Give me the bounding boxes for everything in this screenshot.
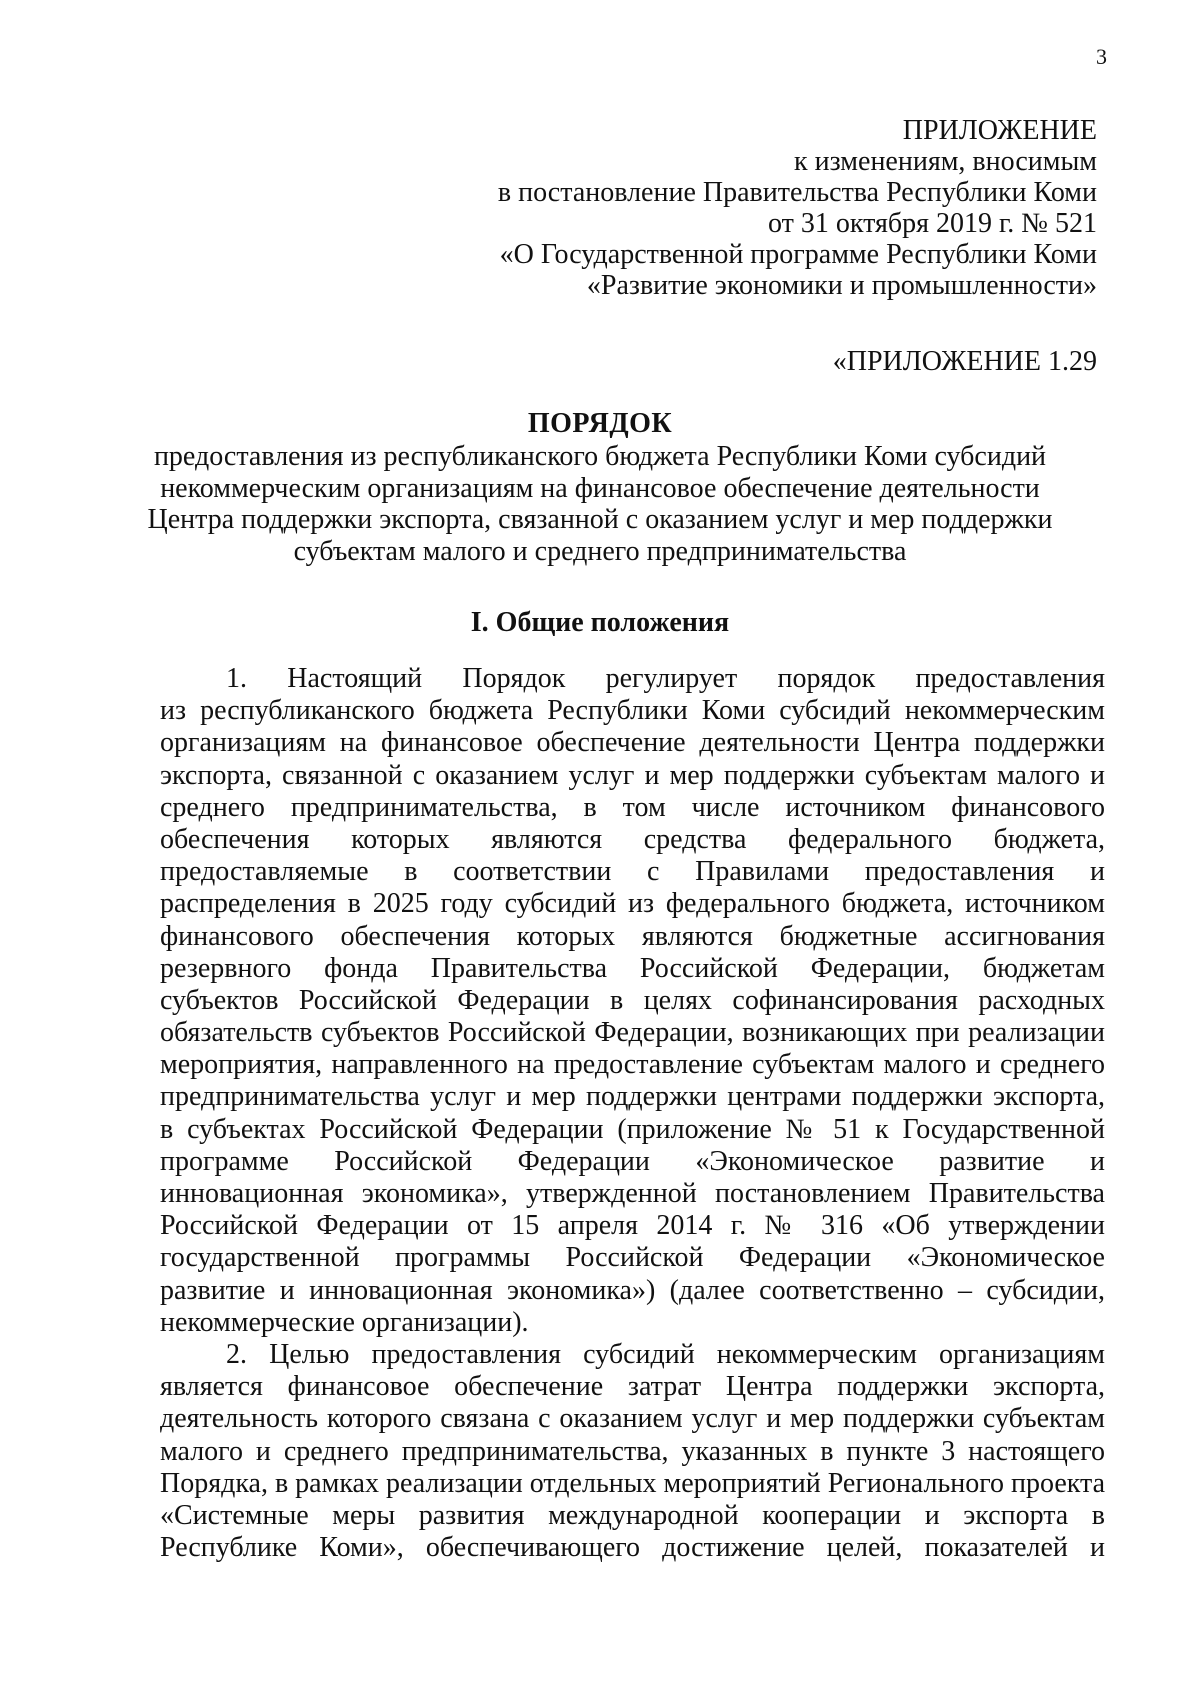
subtitle-line: предоставления из республиканского бюджета Республики Коми субсидий xyxy=(153,441,1047,472)
text-line: 1. Настоящий Порядок регулирует порядок предоставления xyxy=(226,663,1105,694)
text-line: «Системные меры развития международной кооперации и экспорта в xyxy=(160,1499,1105,1531)
text-line: государственной программы Российской Федерации «Экономическое xyxy=(160,1242,1105,1274)
document-body xyxy=(160,663,1105,1564)
header-line: «О Государственной программе Республики Коми xyxy=(499,239,1097,270)
text-line: некоммерческие организации). xyxy=(160,1306,529,1338)
text-line: обеспечения которых являются средства федерального бюджета, xyxy=(160,823,1105,855)
text-line: предпринимательства услуг и мер поддержки центрами поддержки экспорта, xyxy=(160,1081,1105,1113)
text-line: Российской Федерации от 15 апреля 2014 г. № 316 «Об утверждении xyxy=(160,1210,1105,1242)
annex-label: «ПРИЛОЖЕНИЕ 1.29 xyxy=(832,346,1097,377)
paragraph-2 xyxy=(160,1339,1105,1564)
text-line: Республике Коми», обеспечивающего достижение целей, показателей и xyxy=(160,1532,1105,1564)
subtitle-line: некоммерческим организациям на финансовое обеспечение деятельности xyxy=(160,472,1040,504)
paragraph-1 xyxy=(160,663,1105,1339)
header-line: от 31 октября 2019 г. № 521 xyxy=(767,208,1097,239)
text-line: малого и среднего предпринимательства, указанных в пункте 3 настоящего xyxy=(160,1435,1105,1467)
text-line: мероприятия, направленного на предоставление субъектам малого и среднего xyxy=(160,1049,1105,1081)
appendix-header xyxy=(498,115,1097,301)
text-line: среднего предпринимательства, в том числе источником финансового xyxy=(160,791,1105,823)
header-line: ПРИЛОЖЕНИЕ xyxy=(902,115,1097,146)
text-line: резервного фонда Правительства Российской Федерации, бюджетам xyxy=(160,952,1105,984)
text-line: предоставляемые в соответствии с Правилами предоставления и xyxy=(160,856,1105,888)
text-line: Порядка, в рамках реализации отдельных мероприятий Регионального проекта xyxy=(160,1467,1105,1499)
text-line: организациям на финансовое обеспечение деятельности Центра поддержки xyxy=(160,727,1105,759)
text-line: деятельность которого связана с оказанием услуг и мер поддержки субъектам xyxy=(160,1403,1105,1435)
header-line: «Развитие экономики и промышленности» xyxy=(586,270,1097,301)
text-line: распределения в 2025 году субсидий из федерального бюджета, источником xyxy=(160,888,1105,920)
text-line: является финансовое обеспечение затрат Центра поддержки экспорта, xyxy=(160,1371,1105,1403)
text-line: субъектов Российской Федерации в целях софинансирования расходных xyxy=(160,984,1105,1016)
header-line: к изменениям, вносимым xyxy=(794,146,1097,177)
subtitle-line: субъектам малого и среднего предпринимательства xyxy=(293,535,907,567)
text-line: программе Российской Федерации «Экономическое развитие и xyxy=(160,1145,1105,1177)
header-line: в постановление Правительства Республики Коми xyxy=(497,177,1097,208)
page-number: 3 xyxy=(1096,44,1107,69)
text-line: 2. Целью предоставления субсидий некоммерческим организациям xyxy=(226,1338,1105,1370)
document-subtitle xyxy=(0,441,1200,567)
document-title: ПОРЯДОК xyxy=(527,408,673,439)
subtitle-line: Центра поддержки экспорта, связанной с оказанием услуг и мер поддержки xyxy=(147,504,1053,535)
text-line: развитие и инновационная экономика») (далее соответственно – субсидии, xyxy=(160,1274,1105,1306)
text-line: инновационная экономика», утвержденной постановлением Правительства xyxy=(160,1178,1105,1209)
text-line: экспорта, связанной с оказанием услуг и мер поддержки субъектам малого и xyxy=(160,759,1105,791)
text-line: в субъектах Российской Федерации (приложение № 51 к Государственной xyxy=(160,1113,1105,1145)
section-heading: I. Общие положения xyxy=(470,607,730,638)
text-line: из республиканского бюджета Республики Коми субсидий некоммерческим xyxy=(160,695,1105,727)
text-line: финансового обеспечения которых являются бюджетные ассигнования xyxy=(160,920,1105,952)
text-line: обязательств субъектов Российской Федерации, возникающих при реализации xyxy=(160,1017,1105,1049)
